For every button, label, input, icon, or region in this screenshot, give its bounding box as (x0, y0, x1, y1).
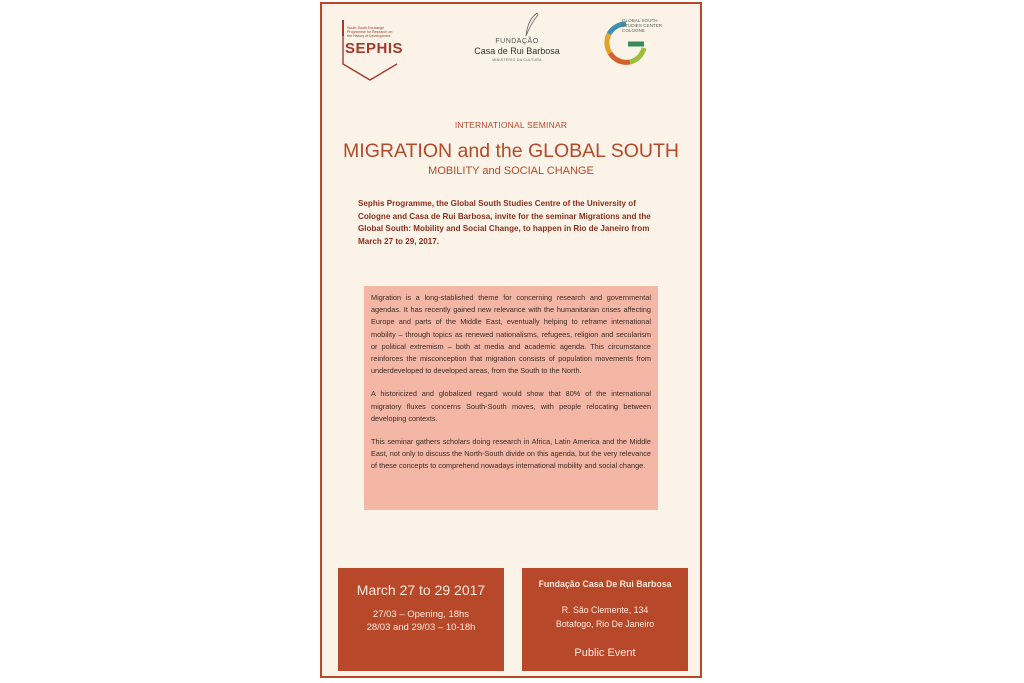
global-south-text (622, 18, 662, 34)
seminar-subtitle: MOBILITY and SOCIAL CHANGE (428, 165, 594, 177)
sephis-tagline-line: the History of Development (347, 34, 391, 39)
dates-box (338, 568, 504, 671)
venue-address-line: Botafogo, Rio De Janeiro (555, 619, 655, 629)
dates-title: March 27 to 29 2017 (356, 582, 486, 598)
global-south-logo (608, 18, 692, 68)
dates-line: 27/03 – Opening, 18hs (372, 609, 470, 620)
public-event-label: Public Event (574, 647, 636, 659)
global-south-line: STUDIES CENTER (622, 23, 663, 29)
fundacao-ministry: MINISTÉRIO DA CULTURA (492, 58, 542, 62)
description-paragraph: A historicized and globalized regard would show that 80% of the international migratory fluxes concerns South-South moves, with people relocating between developing contexts. (371, 389, 651, 423)
sephis-tagline-line: South-South Exchange (347, 26, 384, 30)
description-paragraph: This seminar gathers scholars doing research in Africa, Latin America and the Middle East, not only to discuss the North-South divide on this agenda, but the very relevance of these concepts to comprehend nowadays international mobility and social change. (371, 437, 651, 471)
fundacao-name: Casa de Rui Barbosa (474, 46, 560, 56)
seminar-label: INTERNATIONAL SEMINAR (454, 120, 568, 130)
sephis-logo (340, 16, 414, 70)
venue-box (522, 568, 688, 671)
sephis-tagline (347, 26, 407, 39)
fundacao-logo (472, 12, 562, 64)
sephis-name: SEPHIS (345, 40, 404, 57)
quill-icon (524, 12, 540, 38)
intro-text: Sephis Programme, the Global South Studies Centre of the University of Cologne and Casa de Rui Barbosa, invite for the seminar Migrations and the Global South: Mobility and Social Change, to happen in Rio de Janeiro from March 27 to 29, 2017. (358, 199, 651, 246)
venue-address-line: R. São Clemente, 134 (561, 605, 649, 615)
seminar-poster (320, 2, 702, 678)
description-box (364, 286, 658, 510)
global-south-line: GLOBAL SOUTH (622, 18, 658, 23)
description-paragraph: Migration is a long-stablished theme for concerning research and governmental agendas. It has recently gained new relevance with the humanitarian crises affecting Europe and parts of the Middle East, eventually helping to reframe international mobility – through topics as renewed nationalisms, refugees, religion and secularism or political extremism – both at media and academic agenda. This circumstance reinforces the misconception that migration consists of population movements from underdeveloped to developed areas, from the South to the North. (371, 293, 651, 376)
fundacao-label: FUNDAÇÃO (495, 38, 539, 45)
sephis-tagline-line: Programme for Research on (347, 30, 393, 35)
dates-line: 28/03 and 29/03 – 10-18h (366, 622, 476, 633)
venue-title: Fundação Casa De Rui Barbosa (538, 579, 672, 589)
global-south-line: COLOGNE (622, 28, 645, 34)
seminar-title: MIGRATION and the GLOBAL SOUTH (343, 140, 679, 162)
